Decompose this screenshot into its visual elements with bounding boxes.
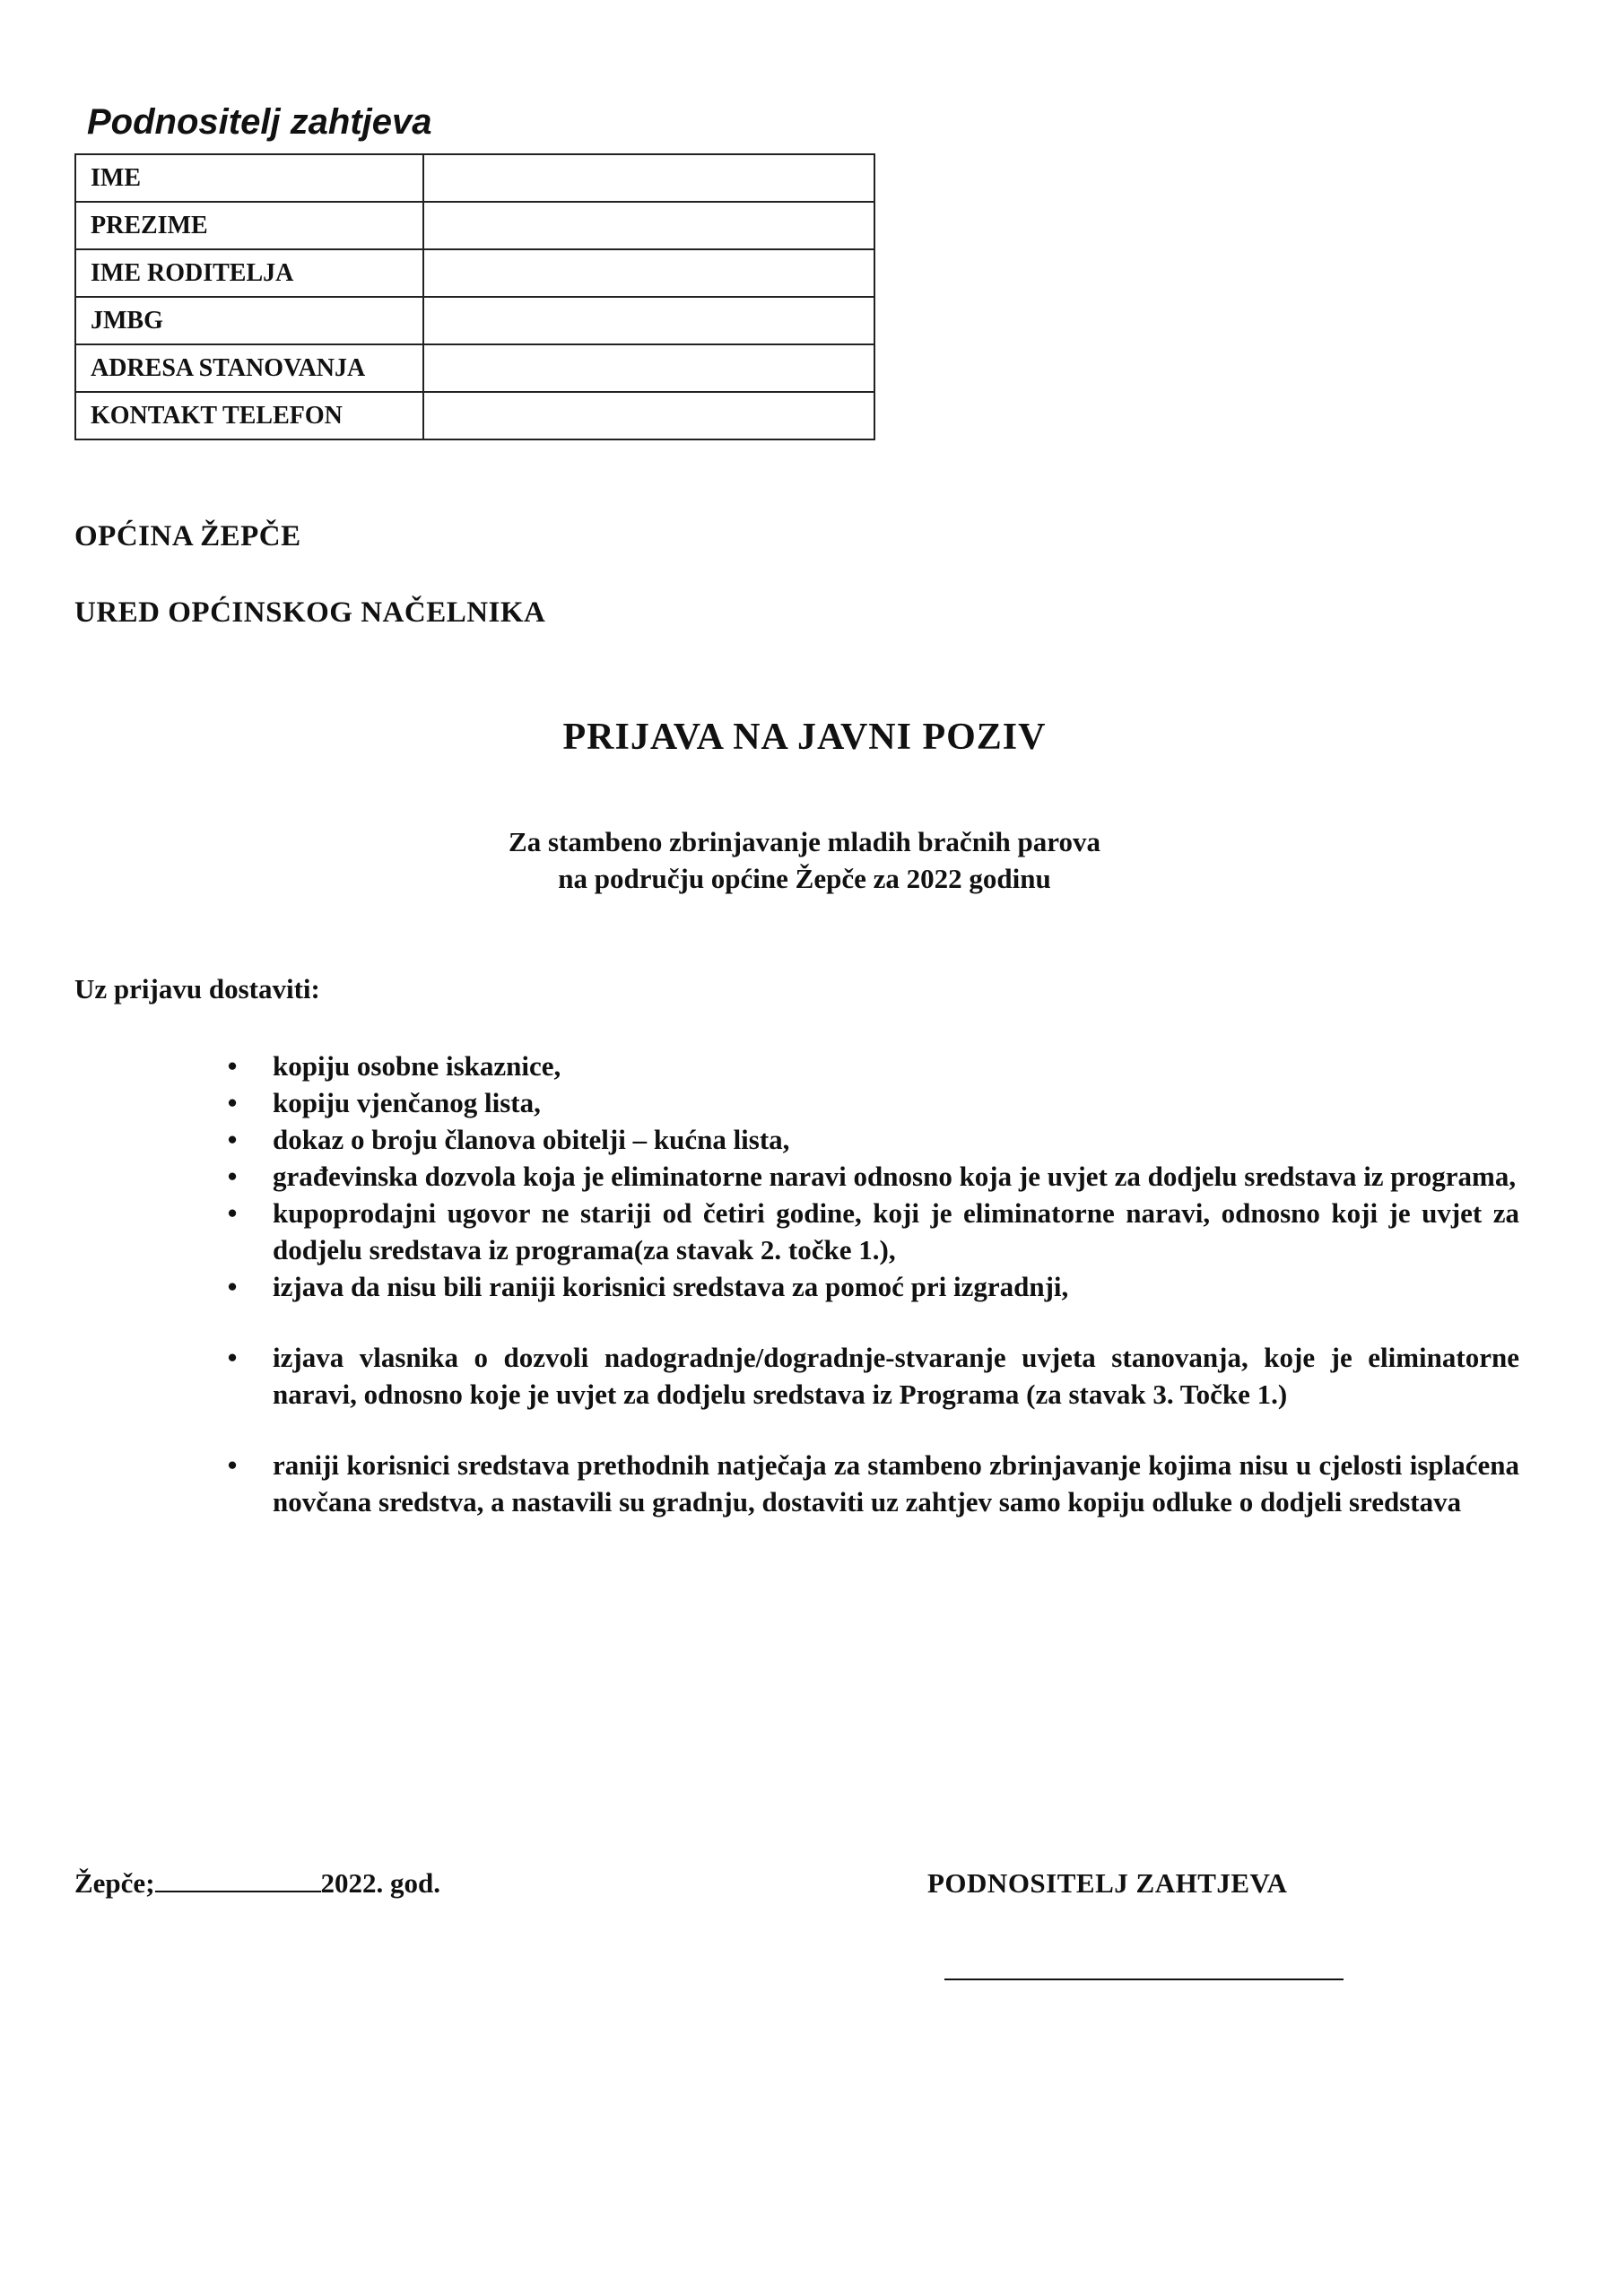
list-item (219, 1268, 1519, 1305)
field-value-ime-roditelja[interactable] (423, 249, 874, 297)
table-row (75, 297, 874, 344)
list-item (219, 1339, 1519, 1413)
list-item (219, 1447, 1519, 1520)
field-label-ime: IME (75, 154, 423, 202)
field-label-ime-roditelja: IME RODITELJA (75, 249, 423, 297)
attachments-label: Uz prijavu dostaviti: (74, 973, 320, 1004)
attachment-text: kopiju vjenčanog lista, (273, 1087, 541, 1118)
page-title: PRIJAVA NA JAVNI POZIV (562, 717, 1047, 758)
attachment-text: izjava vlasnika o dozvoli nadogradnje/dogradnje-stvaranje uvjeta stanovanja, koje je eliminatorne naravi, odnosno koje je uvjet za dodjelu sredstava iz Programa (za stavak 3. Točke 1.) (273, 1342, 1519, 1410)
field-value-telefon[interactable] (423, 392, 874, 439)
applicant-heading: Podnositelj zahtjeva (87, 102, 432, 142)
attachment-text: građevinska dozvola koja je eliminatorne naravi odnosno koja je uvjet za dodjelu sredstava iz programa, (273, 1161, 1517, 1192)
field-label-prezime: PREZIME (75, 202, 423, 249)
applicant-table (74, 153, 875, 440)
list-item (219, 1048, 1519, 1084)
field-value-prezime[interactable] (423, 202, 874, 249)
signature-line[interactable] (944, 1979, 1344, 1980)
bullet-icon: • (227, 1271, 238, 1302)
field-value-ime[interactable] (423, 154, 874, 202)
field-label-telefon: KONTAKT TELEFON (75, 392, 423, 439)
place-label: Žepče; (74, 1867, 155, 1899)
field-value-adresa[interactable] (423, 344, 874, 392)
page-subtitle (0, 823, 1609, 897)
bullet-icon: • (227, 1087, 238, 1118)
table-row (75, 392, 874, 439)
subtitle-line-1: Za stambeno zbrinjavanje mladih bračnih parova (509, 826, 1100, 857)
attachment-text: kupoprodajni ugovor ne stariji od četiri godine, koji je eliminatorne naravi, odnosno koji je uvjet za dodjelu sredstava iz programa(za stavak 2. točke 1.), (273, 1197, 1519, 1265)
attachments-list (219, 1048, 1519, 1520)
bullet-icon: • (227, 1050, 238, 1082)
field-label-adresa: ADRESA STANOVANJA (75, 344, 423, 392)
signature-label: PODNOSITELJ ZAHTJEVA (927, 1867, 1288, 1899)
bullet-icon: • (227, 1124, 238, 1155)
field-value-jmbg[interactable] (423, 297, 874, 344)
table-row (75, 202, 874, 249)
attachment-text: izjava da nisu bili raniji korisnici sredstava za pomoć pri izgradnji, (273, 1271, 1069, 1302)
field-label-jmbg: JMBG (75, 297, 423, 344)
list-item (219, 1195, 1519, 1268)
year-label: 2022. god. (320, 1867, 441, 1899)
date-blank[interactable] (155, 1867, 321, 1892)
attachment-text: raniji korisnici sredstava prethodnih natječaja za stambeno zbrinjavanje kojima nisu u cjelosti isplaćena novčana sredstva, a nastavili su gradnju, dostaviti uz zahtjev samo kopiju odluke o dodjeli sredstava (273, 1449, 1519, 1518)
table-row (75, 249, 874, 297)
recipient-office: URED OPĆINSKOG NAČELNIKA (74, 596, 546, 629)
list-item (219, 1121, 1519, 1158)
table-row (75, 154, 874, 202)
table-row (75, 344, 874, 392)
attachment-text: kopiju osobne iskaznice, (273, 1050, 561, 1082)
subtitle-line-2: na području općine Žepče za 2022 godinu (558, 863, 1051, 894)
list-item (219, 1158, 1519, 1195)
list-item (219, 1084, 1519, 1121)
date-line (74, 1867, 440, 1900)
bullet-icon: • (227, 1342, 238, 1373)
bullet-icon: • (227, 1197, 238, 1229)
recipient-municipality: OPĆINA ŽEPČE (74, 520, 301, 552)
bullet-icon: • (227, 1161, 238, 1192)
attachment-text: dokaz o broju članova obitelji – kućna lista, (273, 1124, 790, 1155)
bullet-icon: • (227, 1449, 238, 1481)
